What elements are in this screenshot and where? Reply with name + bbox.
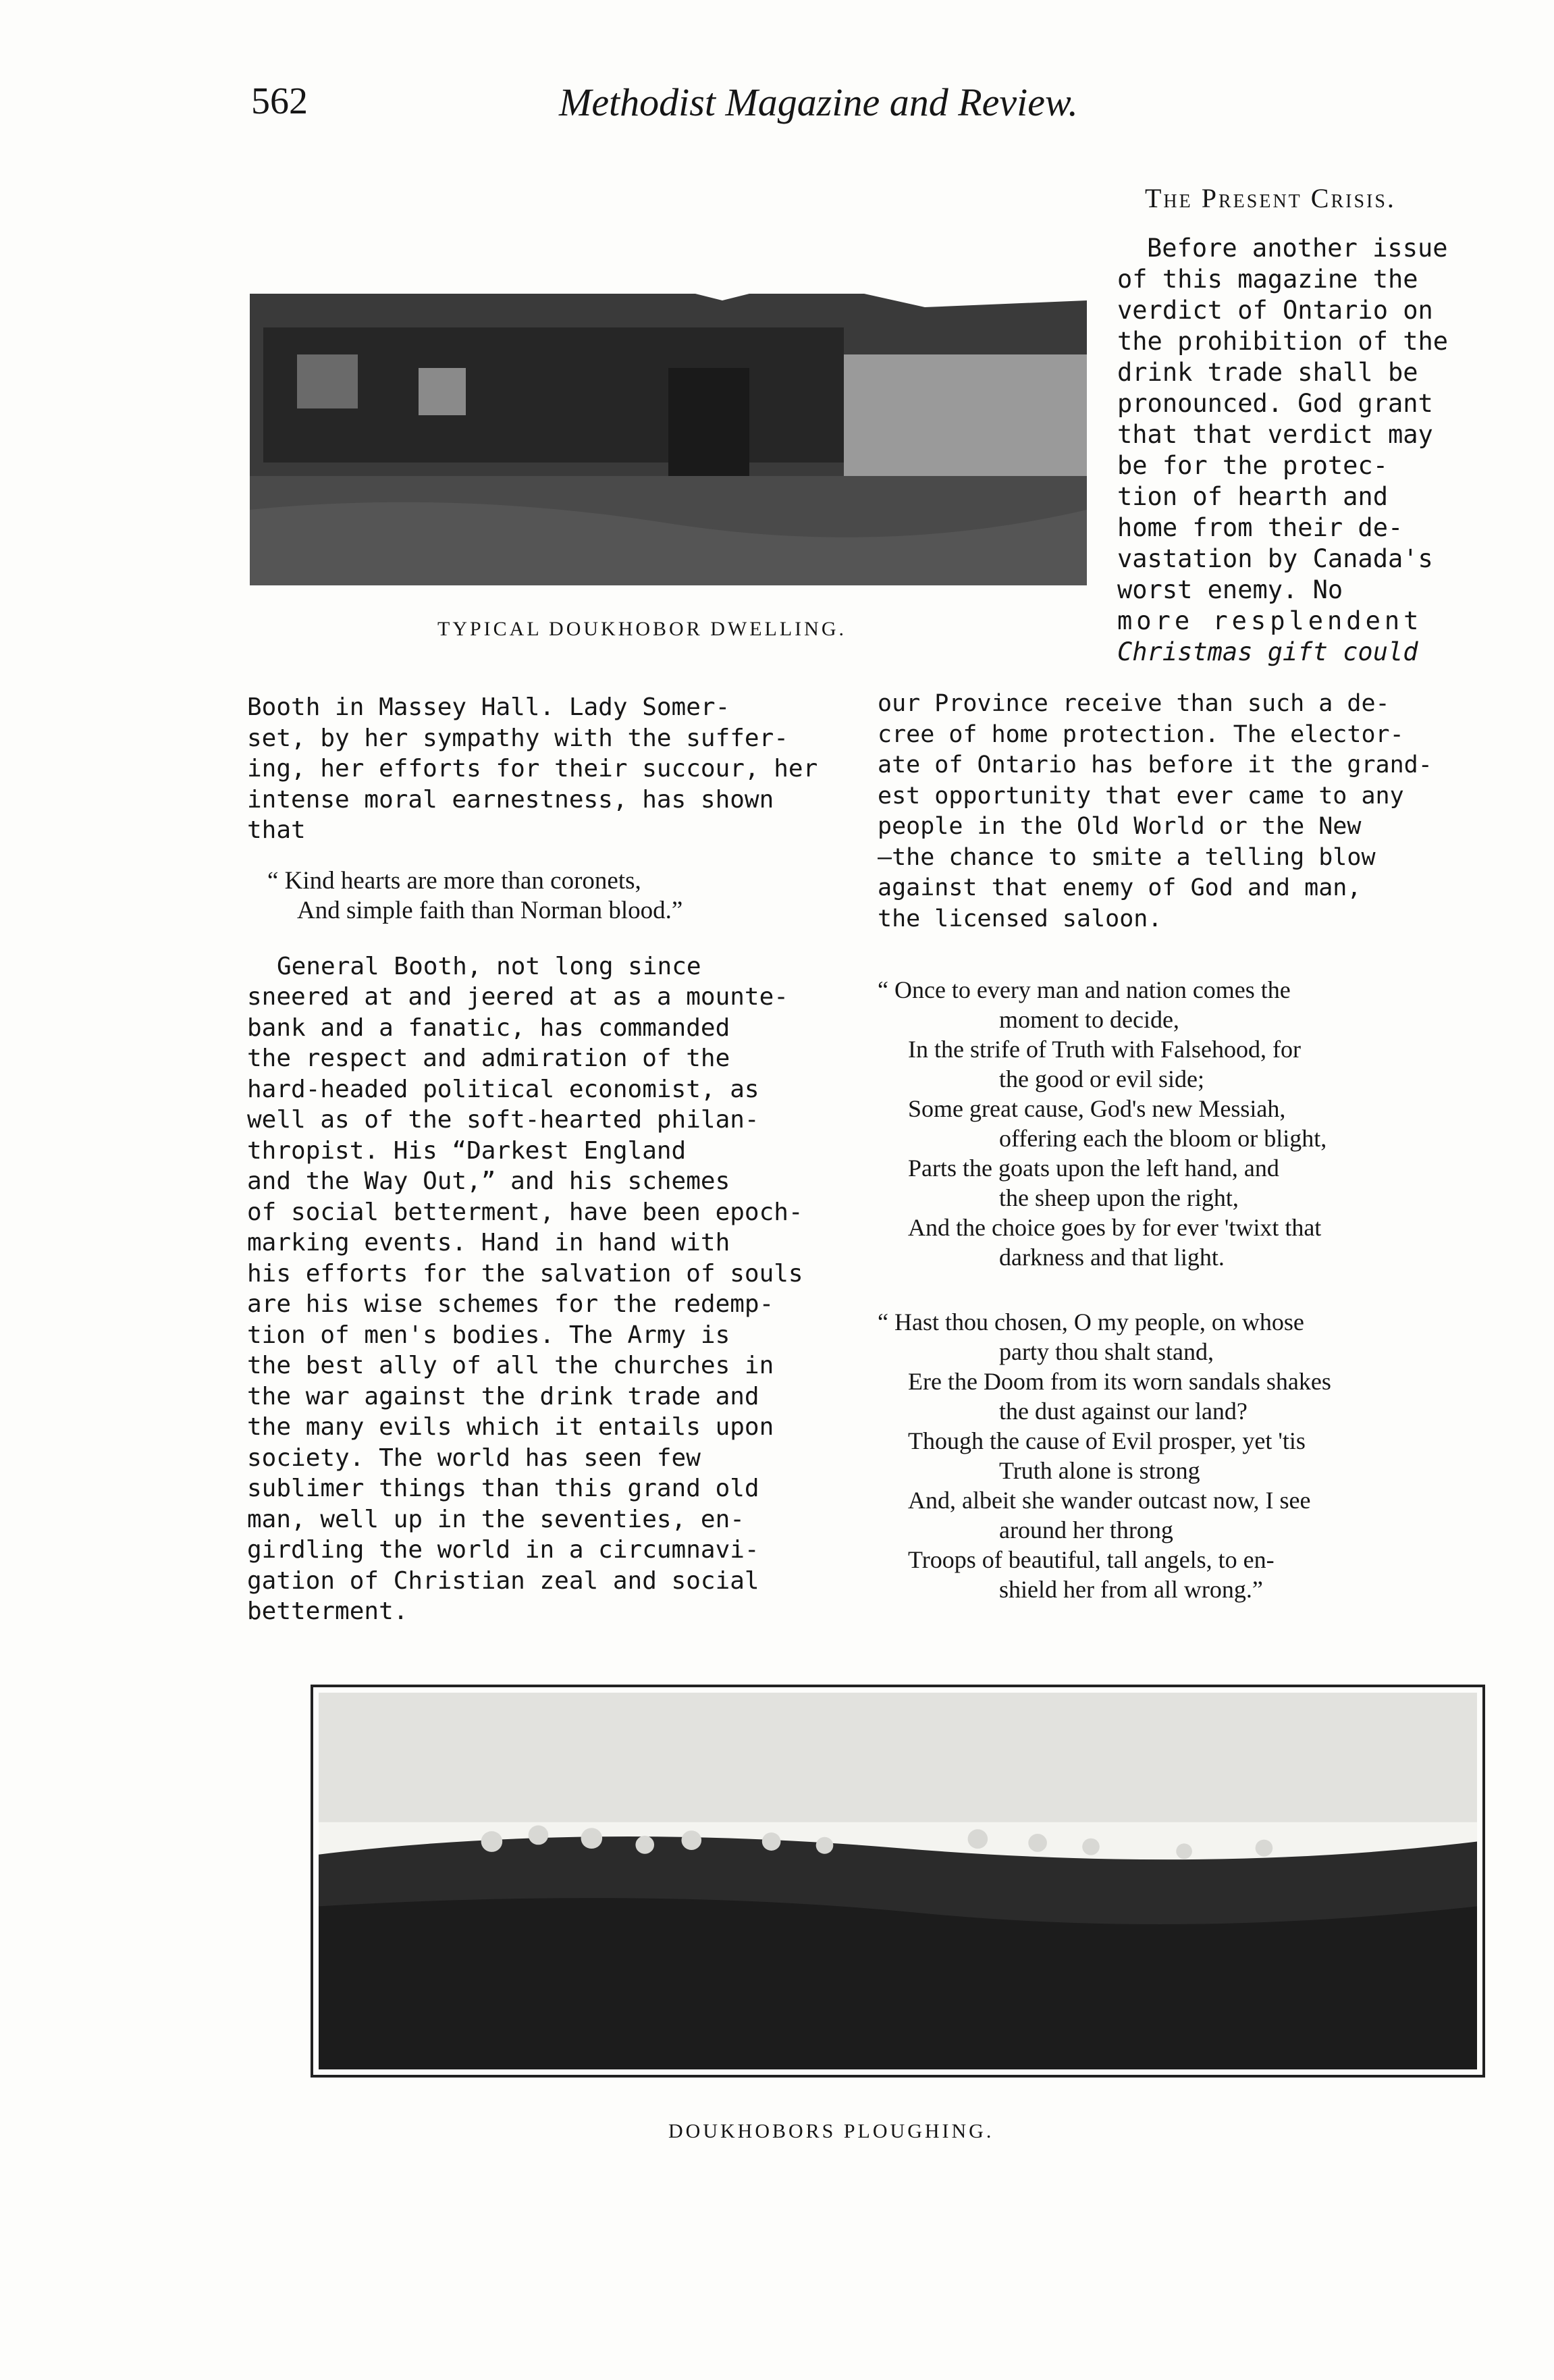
poem-line: And, albeit she wander outcast now, I see — [908, 1487, 1311, 1514]
poem-line: Parts the goats upon the left hand, and — [908, 1155, 1279, 1182]
text-line: the licensed saloon. — [878, 905, 1162, 932]
text-line: sublimer things than this grand old — [247, 1475, 759, 1502]
poem-line: “ Once to every man and nation comes the — [878, 976, 1291, 1003]
quote-line: And simple faith than Norman blood.” — [297, 896, 683, 924]
poem-line: “ Hast thou chosen, O my people, on whose — [878, 1308, 1304, 1336]
running-title: Methodist Magazine and Review. — [559, 80, 1078, 124]
crisis-intro — [1117, 233, 1462, 668]
text-line: girdling the world in a circumnavi- — [247, 1536, 759, 1564]
text-line: Christmas gift could — [1117, 637, 1418, 666]
ploughing-photo — [311, 1685, 1485, 2078]
poem-line: Some great cause, God's new Messiah, — [908, 1095, 1286, 1122]
text-line: home from their de- — [1117, 513, 1403, 542]
text-line: our Province receive than such a de- — [878, 690, 1390, 717]
poem-line: offering each the bloom or blight, — [999, 1125, 1327, 1152]
text-line: that that verdict may — [1117, 420, 1433, 449]
poem-line: shield her from all wrong.” — [999, 1576, 1263, 1603]
poem-line: party thou shalt stand, — [999, 1338, 1214, 1365]
text-line: his efforts for the salvation of souls — [247, 1259, 803, 1288]
text-line: the prohibition of the — [1117, 327, 1449, 356]
text-line: Booth in Massey Hall. Lady Somer- — [247, 693, 730, 721]
text-line: of this magazine the — [1117, 265, 1418, 294]
text-line: drink trade shall be — [1117, 358, 1418, 387]
right-column — [878, 689, 1485, 1604]
text-line: well as of the soft-hearted philan- — [247, 1106, 759, 1134]
text-line: the respect and admiration of the — [247, 1044, 730, 1072]
text-line: thropist. His “Darkest England — [247, 1136, 687, 1165]
text-line: gation of Christian zeal and social — [247, 1566, 759, 1595]
text-line: intense moral earnestness, has shown — [247, 785, 774, 814]
poem-line: In the strife of Truth with Falsehood, for — [908, 1036, 1301, 1063]
text-line: Before another issue — [1147, 234, 1448, 263]
text-line: worst enemy. No — [1117, 575, 1343, 604]
poem-line: the sheep upon the right, — [999, 1184, 1239, 1211]
text-line: hard-headed political economist, as — [247, 1075, 759, 1103]
poem-line: Truth alone is strong — [999, 1457, 1200, 1484]
poem-line: And the choice goes by for ever 'twixt that — [908, 1214, 1322, 1241]
text-line: the war against the drink trade and — [247, 1382, 759, 1410]
dwelling-photo — [250, 253, 1087, 585]
text-line: the best ally of all the churches in — [247, 1352, 774, 1379]
text-line: sneered at and jeered at as a mounte- — [247, 983, 788, 1011]
poem-line: moment to decide, — [999, 1006, 1179, 1033]
text-line: the many evils which it entails upon — [247, 1413, 774, 1441]
text-line: pronounced. God grant — [1117, 389, 1433, 418]
poem-line: Though the cause of Evil prosper, yet 'tis — [908, 1427, 1306, 1454]
text-line: vastation by Canada's — [1117, 544, 1433, 573]
poem-line: around her throng — [999, 1516, 1173, 1543]
text-line: tion of hearth and — [1117, 482, 1388, 511]
text-line: ing, her efforts for their succour, her — [247, 755, 818, 783]
text-line: man, well up in the seventies, en- — [247, 1505, 745, 1533]
text-line: that — [247, 816, 306, 844]
left-column — [247, 692, 834, 1627]
page-number: 562 — [251, 80, 308, 122]
text-line: General Booth, not long since — [277, 952, 701, 980]
text-line: est opportunity that ever came to any — [878, 782, 1404, 810]
ploughing-caption: DOUKHOBORS PLOUGHING. — [668, 2120, 994, 2142]
coronets-quote — [247, 866, 834, 926]
text-line: society. The world has seen few — [247, 1444, 701, 1472]
text-line: marking events. Hand in hand with — [247, 1229, 730, 1257]
text-line: ate of Ontario has before it the grand- — [878, 751, 1432, 778]
text-line: of social betterment, have been epoch- — [247, 1198, 803, 1226]
text-line: are his wise schemes for the redemp- — [247, 1290, 774, 1318]
text-line: verdict of Ontario on — [1117, 296, 1433, 325]
poem-line: Ere the Doom from its worn sandals shakes — [908, 1368, 1331, 1395]
dwelling-caption: TYPICAL DOUKHOBOR DWELLING. — [437, 618, 847, 640]
quote-line: “ Kind hearts are more than coronets, — [267, 866, 641, 895]
poem-line: the good or evil side; — [999, 1065, 1204, 1092]
text-line: cree of home protection. The elector- — [878, 720, 1404, 748]
poem-stanza-1 — [878, 975, 1485, 1272]
text-line: against that enemy of God and man, — [878, 874, 1362, 901]
section-heading: The Present Crisis. — [1145, 183, 1396, 213]
poem-stanza-2 — [878, 1307, 1485, 1604]
poem-line: the dust against our land? — [999, 1398, 1248, 1425]
poem-line: darkness and that light. — [999, 1244, 1225, 1271]
text-line: people in the Old World or the New — [878, 813, 1362, 840]
text-line: set, by her sympathy with the suffer- — [247, 724, 788, 752]
text-line: betterment. — [247, 1597, 408, 1625]
text-line: and the Way Out,” and his schemes — [247, 1167, 730, 1195]
text-line: bank and a fanatic, has commanded — [247, 1013, 730, 1042]
text-line: more resplendent — [1117, 606, 1423, 635]
poem-line: Troops of beautiful, tall angels, to en- — [908, 1546, 1275, 1573]
text-line: be for the protec- — [1117, 451, 1388, 480]
text-line: tion of men's bodies. The Army is — [247, 1321, 730, 1349]
text-line: —the chance to smite a telling blow — [878, 843, 1376, 871]
